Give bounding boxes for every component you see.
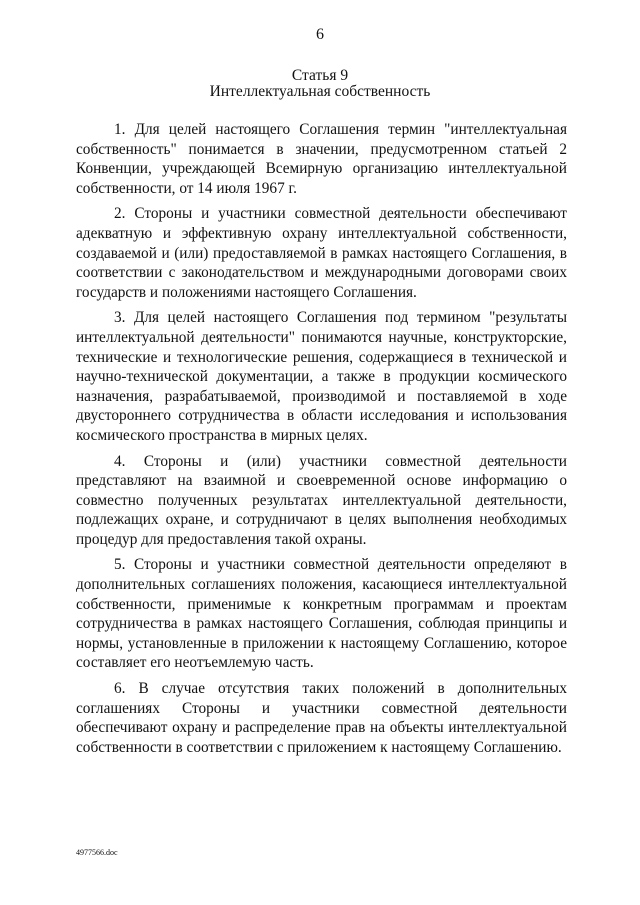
paragraph-6: 6. В случае отсутствия таких положений в дополнительных соглашениях Стороны и участники совместной деятельности обеспечивают охрану и распределение прав на объекты интеллектуальной собственности в соответствии с приложением к настоящему Соглашению. xyxy=(76,680,567,756)
paragraph-5: 5. Стороны и участники совместной деятельности определяют в дополнительных соглашениях положения, касающиеся интеллектуальной собственности, применимые к конкретным программам и проектам сотрудничества в рамках настоящего Соглашения, соблюдая принципы и нормы, установленные в приложении к настоящему Соглашению, которое составляет его неотъемлемую часть. xyxy=(76,556,567,672)
article-title: Статья 9 xyxy=(291,67,349,84)
paragraph-1: 1. Для целей настоящего Соглашения термин "интеллектуальная собственность" понимается в значении, предусмотренном статьей 2 Конвенции, учреждающей Всемирную организацию интеллектуальной собственности, от 14 июля 1967 г. xyxy=(76,121,567,197)
page-number: 6 xyxy=(316,26,324,43)
paragraph-4: 4. Стороны и (или) участники совместной деятельности представляют на взаимной и своевременной основе информацию о совместно полученных результатах интеллектуальной деятельности, подлежащих охране, и сотрудничают в целях выполнения необходимых процедур для предоставления такой охраны. xyxy=(76,452,567,548)
paragraph-3: 3. Для целей настоящего Соглашения под термином "результаты интеллектуальной деятельности" понимаются научные, конструкторские, технические и технологические решения, содержащиеся в технической и научно-технической документации, а также в продукции космического назначения, разрабатываемой, производимой и поставляемой в ходе двустороннего сотрудничества в области исследования и использования космического пространства в мирных целях. xyxy=(76,309,567,444)
article-body xyxy=(76,120,567,763)
article-subtitle: Интеллектуальная собственность xyxy=(209,83,431,100)
paragraph-2: 2. Стороны и участники совместной деятельности обеспечивают адекватную и эффективную охрану интеллектуальной собственности, создаваемой и (или) предоставляемой в рамках настоящего Соглашения, в соответствии с законодательством и международными договорами своих государств и положениями настоящего Соглашения. xyxy=(76,205,567,301)
document-filename: 4977566.doc xyxy=(76,848,118,857)
